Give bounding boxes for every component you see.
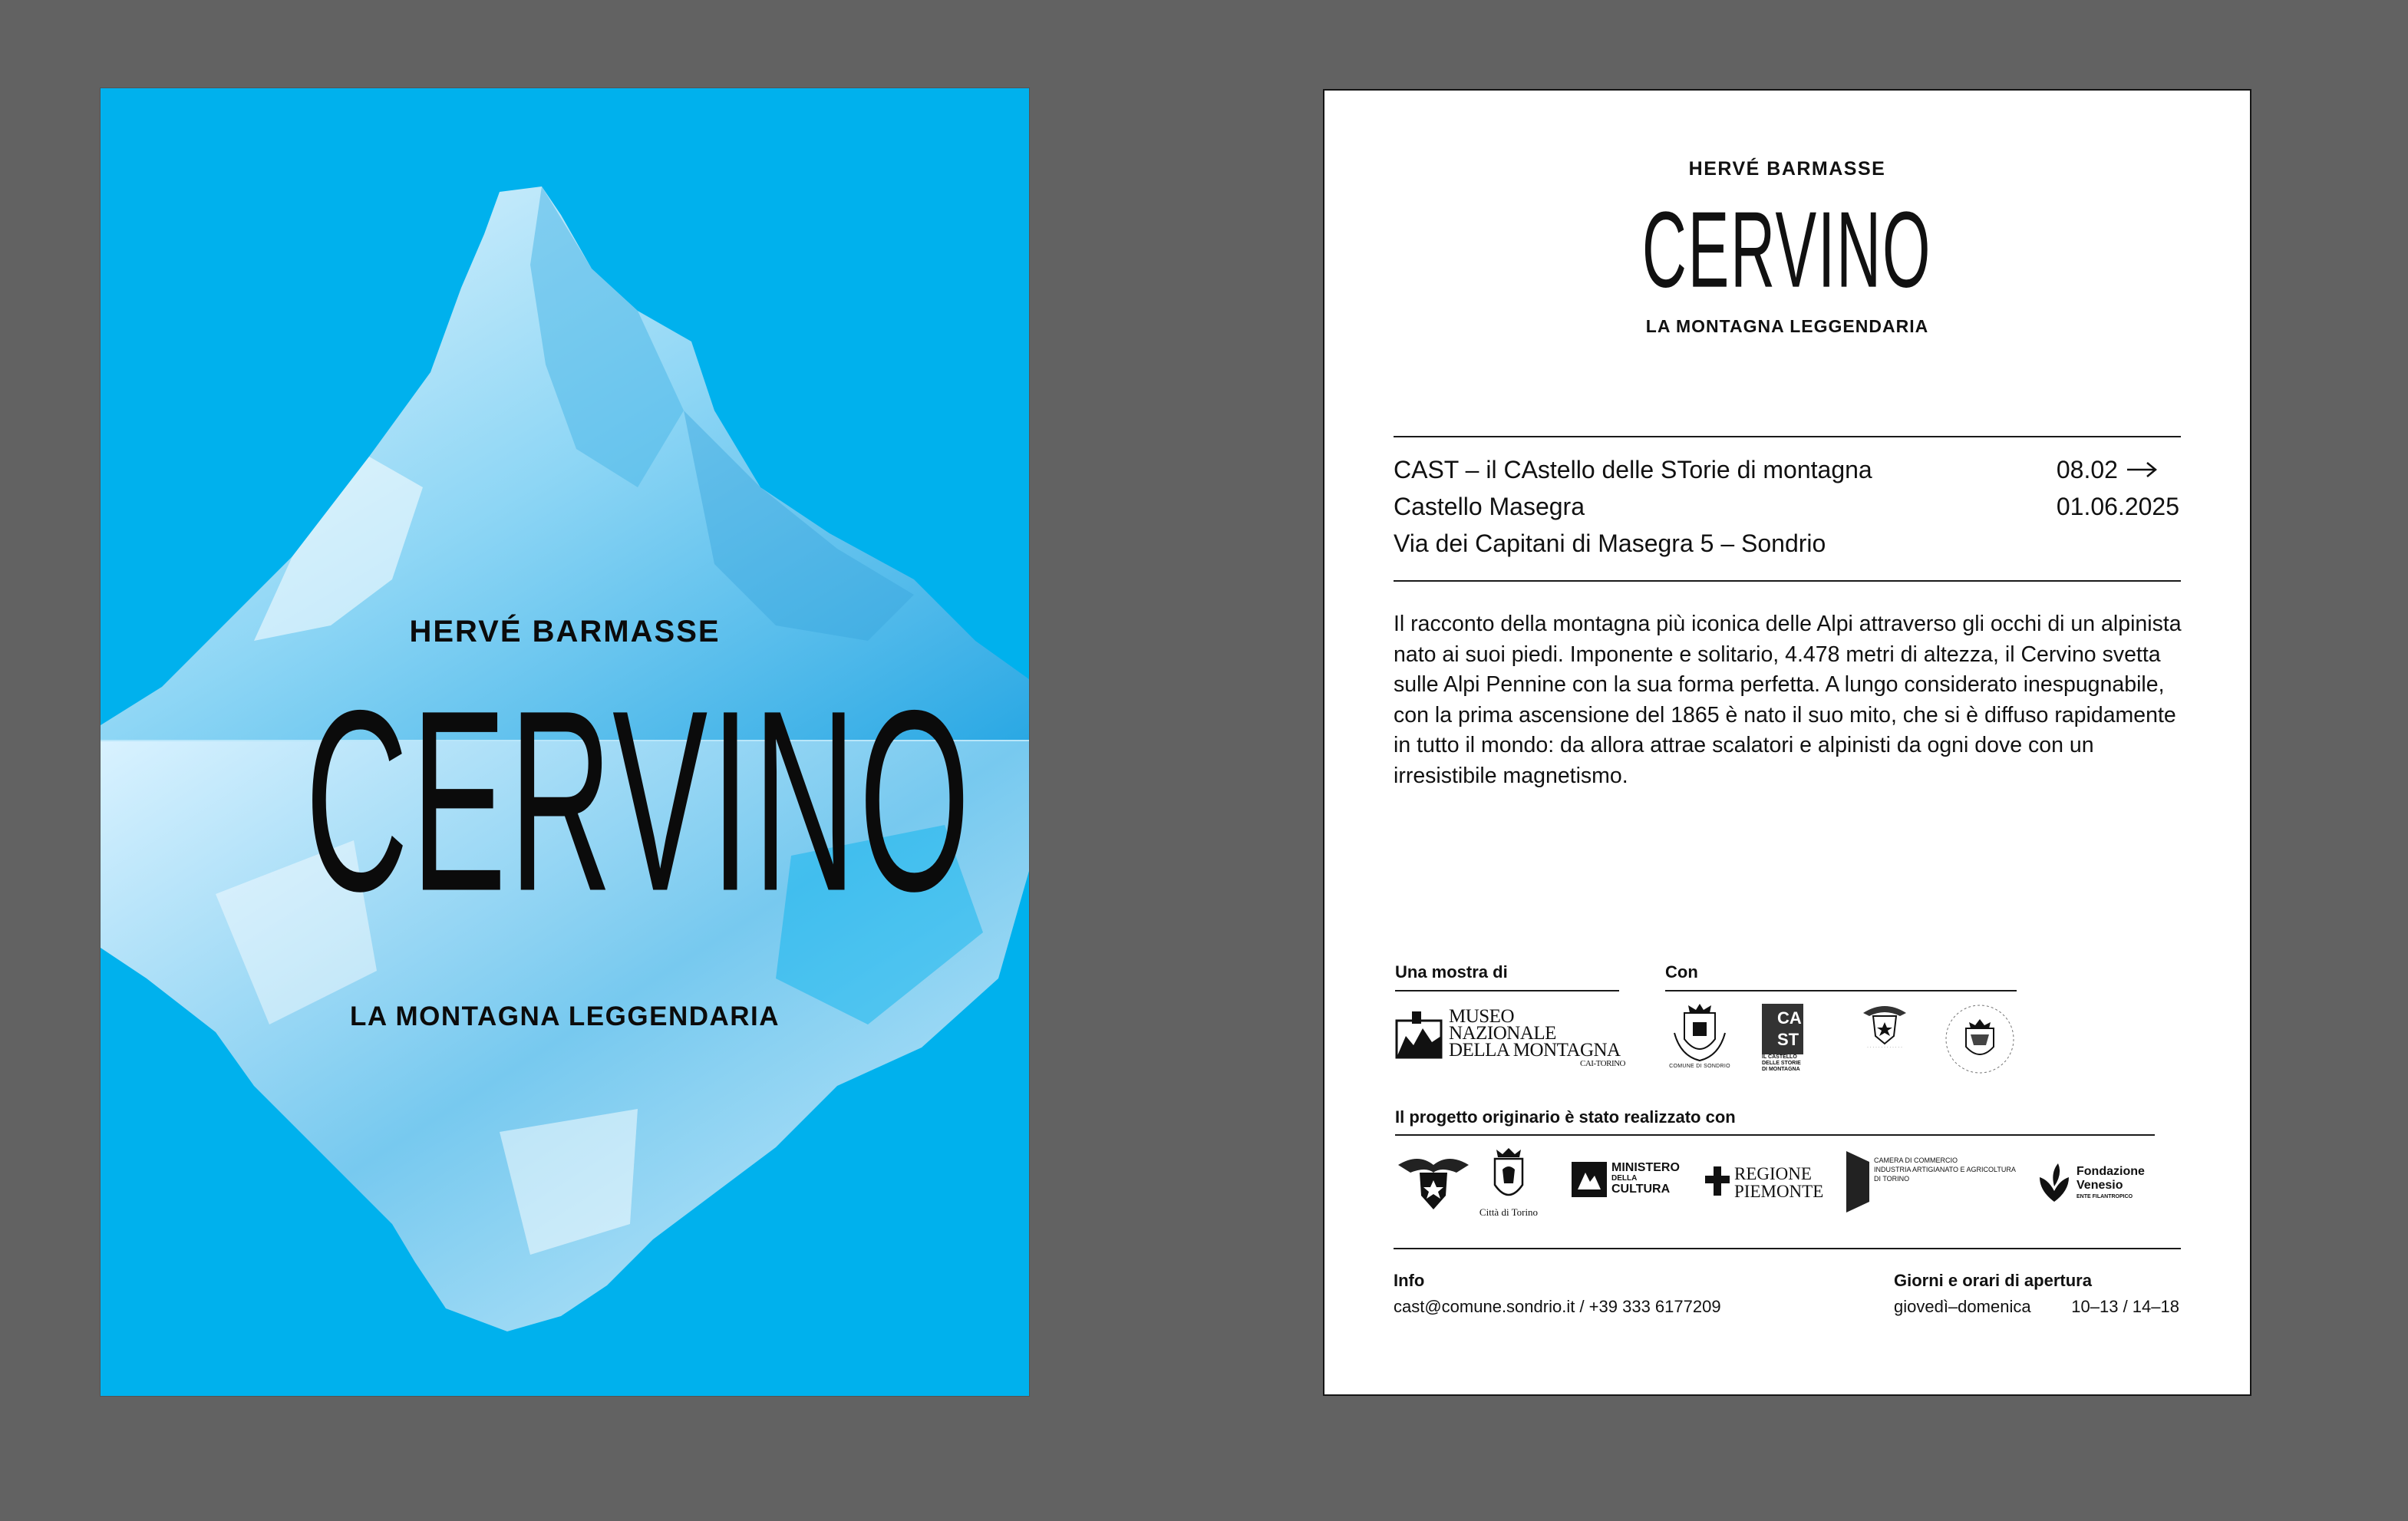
crest-icon — [1665, 1002, 1734, 1064]
date-end: 01.06.2025 — [2056, 493, 2179, 520]
divider — [1394, 580, 2181, 582]
progetto-label: Il progetto originario è stato realizzato con — [1395, 1107, 1736, 1127]
cast-b: ST — [1777, 1030, 1799, 1049]
cai-sondrio-logo: · · · · · · · · · · · · · — [1846, 1002, 1923, 1050]
arrow-right-icon — [2127, 461, 2158, 478]
back-subtitle: LA MONTAGNA LEGGENDARIA — [1645, 316, 1929, 336]
camera-line1: CAMERA DI COMMERCIO — [1874, 1156, 1958, 1164]
venue-line: Castello Masegra — [1394, 493, 1585, 520]
cast-caption: IL CASTELLO DELLE STORIE DI MONTAGNA — [1762, 1054, 1801, 1072]
hours-times: 10–13 / 14–18 — [2071, 1297, 2179, 1316]
museo-line2: DELLA MONTAGNA — [1449, 1040, 1621, 1061]
camera-line2: INDUSTRIA ARTIGIANATO E AGRICOLTURA — [1874, 1166, 2016, 1173]
divider — [1395, 1134, 2155, 1136]
mostra-label: Una mostra di — [1395, 962, 1508, 982]
info-heading: Info — [1394, 1271, 1425, 1290]
camera-icon — [1846, 1151, 1869, 1213]
poster-author: HERVÉ BARMASSE — [409, 615, 721, 648]
museo-line3: CAI-TORINO — [1580, 1059, 1625, 1068]
ministero-line3: CULTURA — [1611, 1183, 1671, 1196]
poster-subtitle: LA MONTAGNA LEGGENDARIA — [349, 1001, 780, 1031]
hours-days: giovedì–domenica — [1894, 1297, 2031, 1316]
info-contact: cast@comune.sondrio.it / +39 333 6177209 — [1394, 1297, 1721, 1316]
ministero-line1: MINISTERO — [1611, 1161, 1680, 1174]
cast-a: CA — [1777, 1008, 1802, 1028]
seal-icon — [1943, 1002, 2017, 1076]
venue-block — [1394, 451, 1872, 562]
description: Il racconto della montagna più iconica delle Alpi attraverso gli occhi di un alpinista nato ai suoi piedi. Imponente e solitario, 4.478 metri di altezza, il Cervino svetta sulle Alpi Pennine con la sua forma perfetta. A lungo considerato inespugnabile, con la prima ascensione del 1865 è nato il suo mito, che si è diffuso rapidamente in tutto il mondo: da allora attrae scalatori e alpinisti da ogni dove con un irresistibile magnetismo. — [1394, 612, 2182, 788]
camera-commercio-logo — [1846, 1151, 2016, 1213]
date-start: 08.02 — [2056, 456, 2118, 483]
museo-montagna-logo — [1395, 1005, 1625, 1068]
hours-heading: Giorni e orari di apertura — [1894, 1271, 2092, 1290]
comune-caption: COMUNE DI SONDRIO — [1669, 1064, 1730, 1069]
poster-title: CERVINO — [305, 655, 973, 945]
divider — [1394, 436, 2181, 437]
camera-line3: DI TORINO — [1874, 1175, 1910, 1183]
con-label: Con — [1665, 962, 1698, 982]
torino-crest-icon — [1473, 1147, 1544, 1206]
back-author: HERVÉ BARMASSE — [1688, 158, 1886, 180]
cast-logo — [1762, 1004, 1809, 1073]
fondazione-line2: Venesio — [2076, 1179, 2123, 1192]
fondazione-venesio-logo — [2035, 1160, 2145, 1203]
museo-line1: MUSEO NAZIONALE — [1449, 1006, 1556, 1044]
ministero-line2: DELLA — [1611, 1174, 1638, 1183]
dates-block — [2057, 451, 2179, 525]
ministero-icon — [1572, 1162, 1607, 1197]
fondazione-line3: ENTE FILANTROPICO — [2076, 1194, 2133, 1199]
venue-line: CAST – il CAstello delle STorie di montagna — [1394, 456, 1872, 483]
citta-torino-logo — [1473, 1147, 1544, 1219]
fondazione-line1: Fondazione — [2076, 1165, 2145, 1178]
regione-piemonte-logo — [1704, 1164, 1824, 1201]
ministero-cultura-logo — [1572, 1161, 1680, 1197]
cai-emblem-icon — [1846, 1002, 1923, 1045]
regione-line1: REGIONE — [1734, 1164, 1812, 1183]
comune-sondrio-logo — [1665, 1002, 1734, 1069]
cai-logo — [1395, 1150, 1472, 1213]
divider — [1395, 990, 1619, 991]
back-title: CERVINO — [1642, 190, 1932, 311]
citta-torino-caption: Città di Torino — [1479, 1206, 1539, 1218]
cai-eagle-icon — [1395, 1150, 1472, 1213]
divider — [1665, 990, 2017, 991]
poster-front — [101, 88, 1029, 1396]
partner-seal-logo — [1943, 1002, 2017, 1076]
poster-back — [1323, 89, 2251, 1396]
regione-cross-icon — [1704, 1165, 1731, 1197]
regione-line2: PIEMONTE — [1734, 1182, 1824, 1201]
leaf-icon — [2035, 1160, 2073, 1203]
divider — [1394, 1248, 2181, 1249]
venue-line: Via dei Capitani di Masegra 5 – Sondrio — [1394, 530, 1826, 557]
